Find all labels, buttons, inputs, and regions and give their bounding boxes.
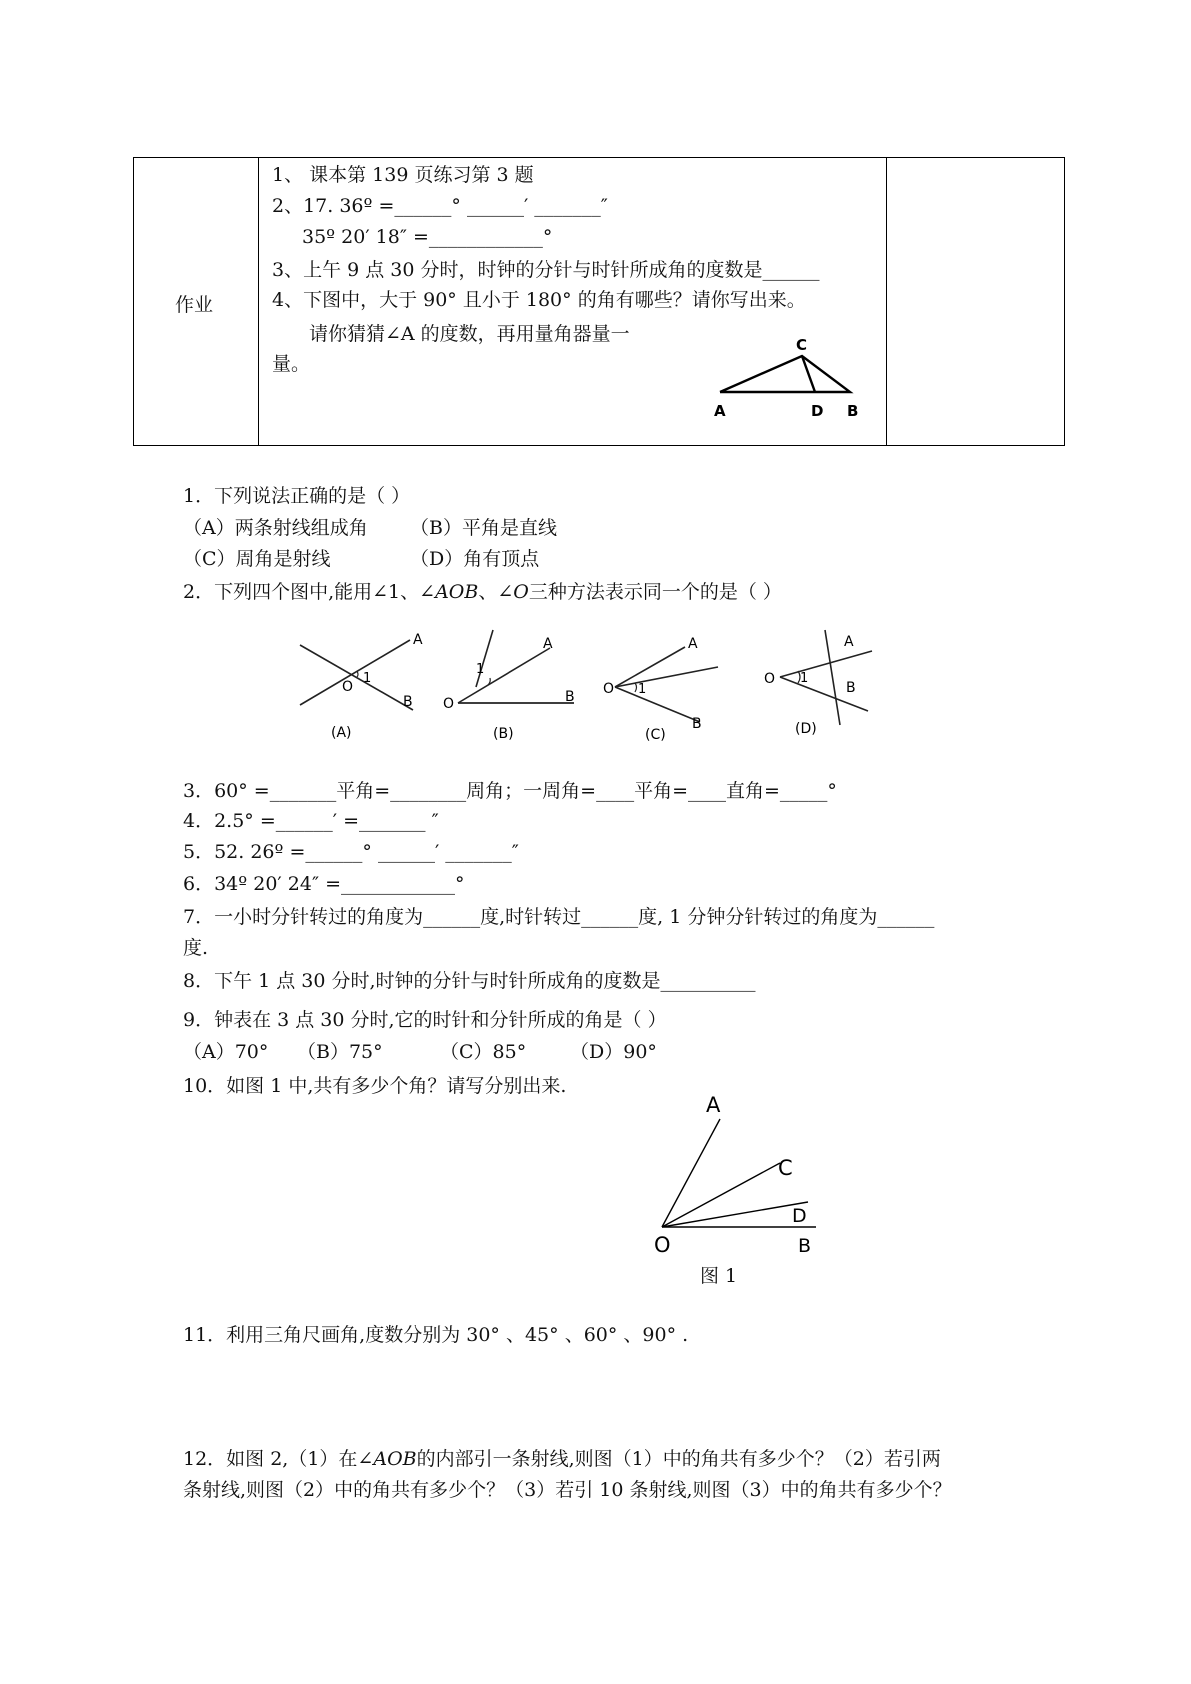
label-a: A (706, 1093, 721, 1117)
label-a: A (688, 636, 698, 652)
label-a: A (413, 632, 423, 648)
q2-figure-d (760, 625, 880, 745)
table-divider (886, 158, 887, 445)
q1-option-c: （C）周角是射线 (183, 548, 331, 570)
label-b: B (565, 689, 575, 705)
label-a: A (714, 402, 726, 420)
q9-option-b: （B）75° (297, 1041, 383, 1063)
hw-item-3: 3、上午 9 点 30 分时，时钟的分针与时针所成角的度数是______ (272, 259, 820, 281)
triangle-figure (712, 336, 872, 448)
label-o: O (764, 671, 776, 687)
label-o: O (342, 679, 354, 695)
label-1: 1 (363, 671, 372, 686)
q2-figure-a (295, 625, 435, 745)
question-9: 9．钟表在 3 点 30 分时,它的时针和分针所成的角是（ ） (183, 1009, 667, 1031)
caption-d: (D) (795, 721, 817, 737)
question-4: 4．2.5° =______′ =_______ ″ (183, 810, 439, 832)
question-8: 8．下午 1 点 30 分时,时钟的分针与时针所成角的度数是__________ (183, 970, 756, 992)
label-b: B (692, 716, 702, 732)
caption-b: (B) (493, 726, 514, 742)
question-1: 1．下列说法正确的是（ ） (183, 485, 411, 507)
question-11: 11．利用三角尺画角,度数分别为 30° 、45° 、60° 、90° . (183, 1324, 689, 1346)
label-o: O (603, 681, 615, 697)
hw-item-2b: 35º 20′ 18″ =____________° (302, 226, 553, 248)
label-d: D (811, 402, 824, 420)
label-a: A (844, 634, 854, 650)
question-10: 10．如图 1 中,共有多少个角？请写分别出来. (183, 1075, 567, 1097)
question-7-cont: 度. (183, 937, 209, 959)
q9-option-d: （D）90° (570, 1041, 657, 1063)
question-2: 2．下列四个图中,能用∠1、∠AOB、∠O三种方法表示同一个的是（ ） (183, 581, 782, 603)
hw-item-4: 4、下图中，大于 90° 且小于 180° 的角有哪些？请你写出来。 (272, 289, 806, 311)
q2-figure-c (600, 625, 720, 745)
q1-option-a: （A）两条射线组成角 (183, 517, 368, 539)
label-o: O (443, 696, 455, 712)
figure-1 (640, 1090, 840, 1290)
label-d: D (792, 1205, 807, 1227)
question-12: 12．如图 2,（1）在∠AOB的内部引一条射线,则图（1）中的角共有多少个？（2）若引两 (183, 1448, 941, 1470)
q2-figure-b (438, 625, 578, 745)
homework-table (133, 157, 1065, 446)
label-b: B (847, 402, 859, 420)
label-c: C (778, 1156, 793, 1180)
q9-option-a: （A）70° (183, 1041, 269, 1063)
label-1: 1 (638, 682, 647, 697)
label-c: C (796, 336, 808, 354)
question-5: 5．52. 26º =______° ______′ _______″ (183, 841, 519, 863)
hw-item-2: 2、17. 36º =______° ______′ _______″ (272, 195, 608, 217)
q1-option-d: （D）角有顶点 (410, 548, 540, 570)
label-a: A (543, 636, 553, 652)
label-1: 1 (476, 662, 485, 677)
label-b: B (846, 680, 856, 696)
figure-1-caption: 图 1 (700, 1265, 738, 1287)
label-1: 1 (800, 671, 809, 686)
question-12-cont: 条射线,则图（2）中的角共有多少个？（3）若引 10 条射线,则图（3）中的角共有多少个？ (183, 1479, 952, 1501)
question-6: 6．34º 20′ 24″ =____________° (183, 873, 465, 895)
label-b: B (403, 694, 413, 710)
hw-item-4c: 量。 (272, 353, 311, 375)
hw-item-4b: 请你猜猜∠A 的度数，再用量角器量一 (309, 323, 630, 345)
caption-a: (A) (331, 725, 352, 741)
label-o: O (654, 1233, 671, 1257)
q1-option-b: （B）平角是直线 (410, 517, 557, 539)
q9-option-c: （C）85° (440, 1041, 527, 1063)
table-divider (258, 158, 259, 445)
hw-item-1: 1、 课本第 139 页练习第 3 题 (272, 164, 534, 186)
label-b: B (798, 1235, 812, 1257)
question-7: 7．一小时分针转过的角度为______度,时针转过______度, 1 分钟分针转过的角度为______ (183, 906, 935, 928)
question-3: 3．60° =_______平角=________周角；一周角=____平角=____直角=_____° (183, 780, 837, 802)
caption-c: (C) (645, 727, 666, 743)
homework-label: 作业 (175, 294, 214, 316)
